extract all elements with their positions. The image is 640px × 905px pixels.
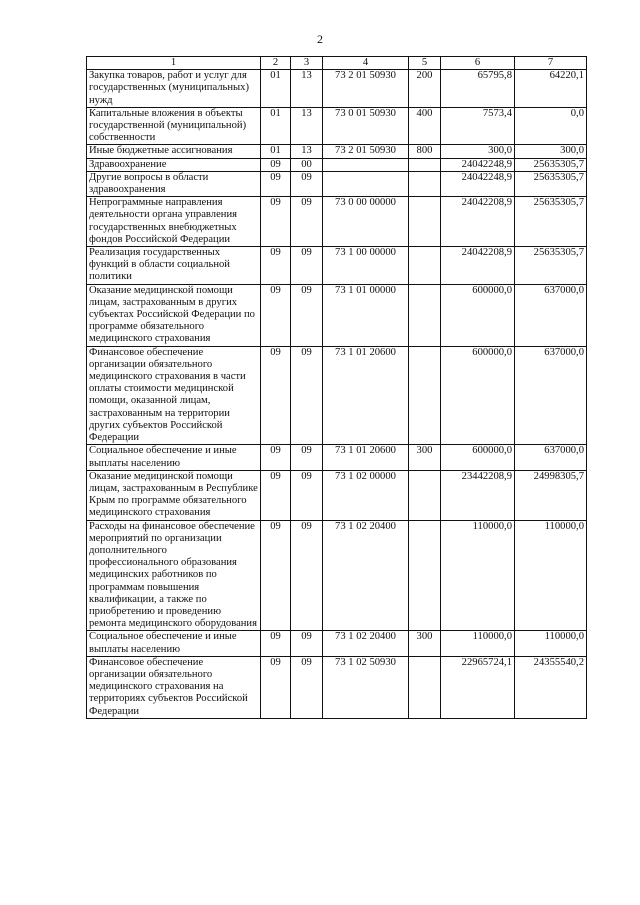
amount-year-2: 64220,1 xyxy=(515,70,587,108)
amount-year-1: 23442208,9 xyxy=(441,470,515,520)
item-name: Закупка товаров, работ и услуг для государственных (муниципальных) нужд xyxy=(87,70,261,108)
item-name: Капитальные вложения в объекты государственной (муниципальной) собственности xyxy=(87,107,261,145)
subsection-code: 09 xyxy=(291,445,323,470)
section-code: 01 xyxy=(261,70,291,108)
amount-year-1: 22965724,1 xyxy=(441,656,515,718)
item-name: Расходы на финансовое обеспечение мероприятий по организации дополнительного профессионального образования медицинских работников по программам повышения квалификации, а также по приобретению и проведению ремонта медицинского оборудования xyxy=(87,520,261,631)
section-code: 09 xyxy=(261,247,291,285)
expense-type-code: 400 xyxy=(409,107,441,145)
table-row xyxy=(87,145,587,158)
subsection-code: 00 xyxy=(291,158,323,171)
amount-year-2: 25635305,7 xyxy=(515,171,587,196)
section-code: 09 xyxy=(261,631,291,656)
table-row xyxy=(87,445,587,470)
page-number: 2 xyxy=(317,32,323,46)
column-header: 4 xyxy=(323,57,409,70)
amount-year-2: 25635305,7 xyxy=(515,197,587,247)
section-code: 09 xyxy=(261,346,291,445)
expense-type-code xyxy=(409,158,441,171)
expense-type-code xyxy=(409,656,441,718)
column-header: 2 xyxy=(261,57,291,70)
section-code: 09 xyxy=(261,520,291,631)
section-code: 09 xyxy=(261,470,291,520)
amount-year-2: 24355540,2 xyxy=(515,656,587,718)
section-code: 09 xyxy=(261,656,291,718)
amount-year-2: 637000,0 xyxy=(515,445,587,470)
table-row xyxy=(87,107,587,145)
amount-year-2: 637000,0 xyxy=(515,284,587,346)
item-name: Социальное обеспечение и иные выплаты населению xyxy=(87,631,261,656)
amount-year-1: 24042248,9 xyxy=(441,158,515,171)
amount-year-1: 300,0 xyxy=(441,145,515,158)
target-article-code: 73 1 02 20400 xyxy=(323,520,409,631)
subsection-code: 13 xyxy=(291,145,323,158)
expense-type-code xyxy=(409,197,441,247)
amount-year-2: 110000,0 xyxy=(515,520,587,631)
expense-type-code xyxy=(409,470,441,520)
section-code: 01 xyxy=(261,145,291,158)
expense-type-code: 200 xyxy=(409,70,441,108)
table-row xyxy=(87,158,587,171)
item-name: Другие вопросы в области здравоохранения xyxy=(87,171,261,196)
subsection-code: 09 xyxy=(291,656,323,718)
target-article-code: 73 1 02 50930 xyxy=(323,656,409,718)
expense-type-code xyxy=(409,284,441,346)
amount-year-2: 24998305,7 xyxy=(515,470,587,520)
target-article-code xyxy=(323,171,409,196)
item-name: Реализация государственных функций в области социальной политики xyxy=(87,247,261,285)
expense-type-code xyxy=(409,247,441,285)
section-code: 09 xyxy=(261,158,291,171)
subsection-code: 13 xyxy=(291,70,323,108)
section-code: 09 xyxy=(261,197,291,247)
item-name: Социальное обеспечение и иные выплаты населению xyxy=(87,445,261,470)
table-row xyxy=(87,171,587,196)
target-article-code: 73 1 01 00000 xyxy=(323,284,409,346)
target-article-code: 73 2 01 50930 xyxy=(323,145,409,158)
target-article-code: 73 1 02 00000 xyxy=(323,470,409,520)
subsection-code: 09 xyxy=(291,520,323,631)
section-code: 01 xyxy=(261,107,291,145)
target-article-code: 73 1 01 20600 xyxy=(323,445,409,470)
amount-year-2: 110000,0 xyxy=(515,631,587,656)
section-code: 09 xyxy=(261,445,291,470)
budget-table xyxy=(86,56,587,719)
item-name: Оказание медицинской помощи лицам, застрахованным в других субъектах Российской Федерации по программе обязательного медицинского страхования xyxy=(87,284,261,346)
table-row xyxy=(87,470,587,520)
expense-type-code: 300 xyxy=(409,631,441,656)
table-row xyxy=(87,346,587,445)
subsection-code: 09 xyxy=(291,631,323,656)
subsection-code: 09 xyxy=(291,197,323,247)
target-article-code: 73 1 01 20600 xyxy=(323,346,409,445)
target-article-code: 73 2 01 50930 xyxy=(323,70,409,108)
amount-year-1: 24042208,9 xyxy=(441,247,515,285)
item-name: Финансовое обеспечение организации обязательного медицинского страхования на территориях субъектов Российской Федерации xyxy=(87,656,261,718)
header-row xyxy=(87,57,587,70)
item-name: Иные бюджетные ассигнования xyxy=(87,145,261,158)
item-name: Финансовое обеспечение организации обязательного медицинского страхования в части оплаты стоимости медицинской помощи, оказанной лицам, застрахованным на территории других субъектов Российской Федерации xyxy=(87,346,261,445)
amount-year-1: 110000,0 xyxy=(441,631,515,656)
table-row xyxy=(87,247,587,285)
amount-year-2: 25635305,7 xyxy=(515,158,587,171)
amount-year-1: 600000,0 xyxy=(441,284,515,346)
section-code: 09 xyxy=(261,171,291,196)
amount-year-1: 600000,0 xyxy=(441,346,515,445)
amount-year-1: 7573,4 xyxy=(441,107,515,145)
subsection-code: 09 xyxy=(291,247,323,285)
amount-year-2: 300,0 xyxy=(515,145,587,158)
target-article-code xyxy=(323,158,409,171)
item-name: Непрограммные направления деятельности органа управления государственных внебюджетных фондов Российской Федерации xyxy=(87,197,261,247)
amount-year-1: 24042208,9 xyxy=(441,197,515,247)
target-article-code: 73 1 02 20400 xyxy=(323,631,409,656)
table-row xyxy=(87,197,587,247)
subsection-code: 09 xyxy=(291,346,323,445)
column-header: 3 xyxy=(291,57,323,70)
expense-type-code: 300 xyxy=(409,445,441,470)
subsection-code: 09 xyxy=(291,470,323,520)
section-code: 09 xyxy=(261,284,291,346)
expense-type-code xyxy=(409,171,441,196)
table-row xyxy=(87,70,587,108)
target-article-code: 73 1 00 00000 xyxy=(323,247,409,285)
column-header: 1 xyxy=(87,57,261,70)
table-row xyxy=(87,284,587,346)
column-header: 7 xyxy=(515,57,587,70)
item-name: Здравоохранение xyxy=(87,158,261,171)
amount-year-1: 65795,8 xyxy=(441,70,515,108)
expense-type-code xyxy=(409,520,441,631)
amount-year-1: 110000,0 xyxy=(441,520,515,631)
subsection-code: 13 xyxy=(291,107,323,145)
table-body xyxy=(87,70,587,719)
amount-year-2: 25635305,7 xyxy=(515,247,587,285)
column-header: 6 xyxy=(441,57,515,70)
amount-year-1: 24042248,9 xyxy=(441,171,515,196)
column-header: 5 xyxy=(409,57,441,70)
amount-year-1: 600000,0 xyxy=(441,445,515,470)
table-row xyxy=(87,520,587,631)
target-article-code: 73 0 00 00000 xyxy=(323,197,409,247)
item-name: Оказание медицинской помощи лицам, застрахованным в Республике Крым по программе обязательного медицинского страхования xyxy=(87,470,261,520)
table-row xyxy=(87,656,587,718)
amount-year-2: 0,0 xyxy=(515,107,587,145)
subsection-code: 09 xyxy=(291,171,323,196)
table-row xyxy=(87,631,587,656)
target-article-code: 73 0 01 50930 xyxy=(323,107,409,145)
amount-year-2: 637000,0 xyxy=(515,346,587,445)
subsection-code: 09 xyxy=(291,284,323,346)
expense-type-code: 800 xyxy=(409,145,441,158)
expense-type-code xyxy=(409,346,441,445)
